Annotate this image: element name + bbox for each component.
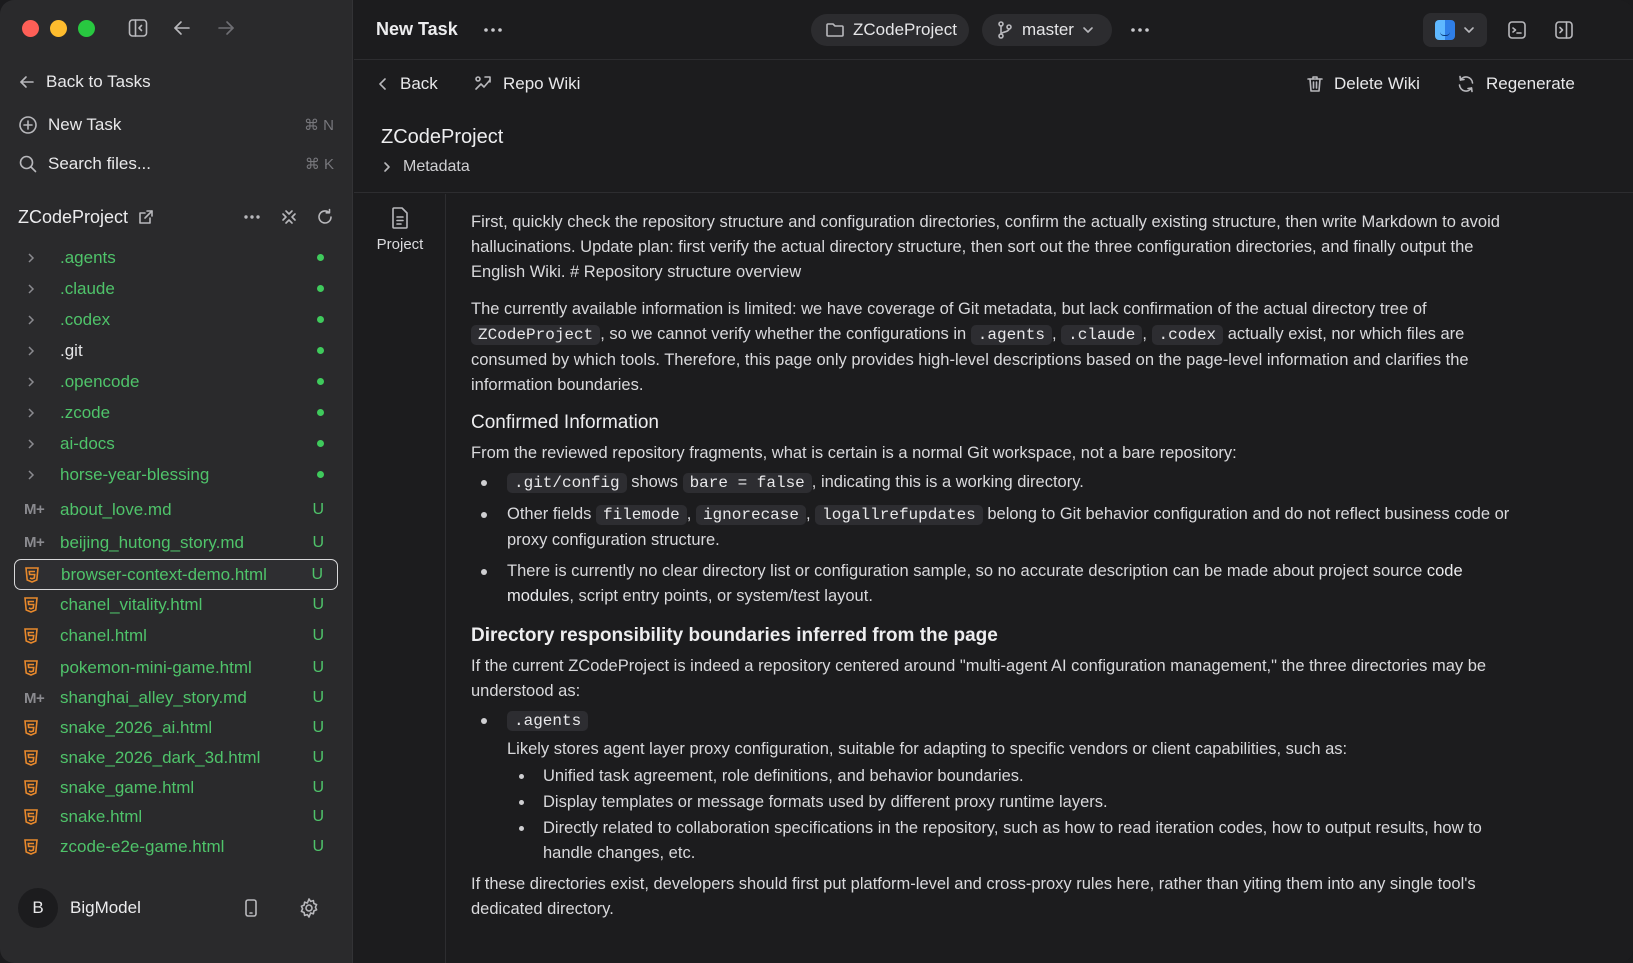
list-item [471,502,1521,553]
inline-code: ZCodeProject [471,325,600,345]
git-status-badge: U [311,565,323,583]
wiki-book-icon [473,74,493,94]
list-item: Directly related to collaboration specifications in the repository, such as how to read iteration codes, how to output results, how to handle changes, etc. [507,816,1521,866]
zoom-window-button[interactable] [78,20,95,37]
closing-paragraph: If these directories exist, developers should first put platform-level and cross-proxy rules here, rather than yiting them into any single tool's dedicated directory. [471,875,1476,918]
tree-folder[interactable] [14,335,338,366]
avatar[interactable]: B [18,888,58,928]
search-shortcut: ⌘ K [304,156,334,173]
agents-description: Likely stores agent layer proxy configuration, suitable for adapting to specific vendors or client capabilities, such as: [507,740,1348,758]
inline-code: .agents [971,325,1052,345]
project-header [18,200,334,234]
tree-file[interactable] [14,743,338,773]
more-icon[interactable] [482,19,504,41]
git-status-badge: U [312,808,324,825]
html5-icon [24,720,60,736]
file-name: pokemon-mini-game.html [60,657,252,677]
tree-folder[interactable] [14,428,338,459]
tree-file[interactable] [14,683,338,713]
arrow-right-icon[interactable] [215,17,237,39]
status-dot [317,471,324,478]
text-span: Other fields [507,505,596,523]
list-item: Unified task agreement, role definitions, and behavior boundaries. [507,764,1521,789]
inline-code: filemode [596,505,687,525]
folder-name: ai-docs [60,433,115,453]
git-status-badge: U [312,533,324,551]
new-task-shortcut: ⌘ N [304,117,334,134]
html5-icon [24,597,60,613]
status-dot [317,440,324,447]
text-span: belong to Git behavior configuration and do not reflect business code or proxy configuration structure. [507,505,1510,549]
refresh-icon [1456,74,1476,94]
text-span: , [1051,325,1062,343]
section-heading: Confirmed Information [471,412,659,433]
search-icon [18,154,38,174]
file-name: zcode-e2e-game.html [60,837,225,856]
git-status-badge: U [312,778,324,796]
intro-paragraph: First, quickly check the repository structure and configuration directories, confirm the actually existing structure, then write Markdown to avoid hallucinations. Update plan: first verify the actual directory structure, then sort out the three configuration directories, and finally output the English Wiki. # Repository structure overview [471,213,1500,281]
emphasis-text: code modules [507,562,1463,605]
new-task-button[interactable] [18,110,334,140]
regenerate-label: Regenerate [1486,74,1575,93]
html5-icon [24,628,60,644]
tree-file[interactable] [14,713,338,743]
open-external-icon[interactable] [138,209,154,225]
user-name: BigModel [70,898,141,917]
markdown-icon: M+ [24,501,45,518]
file-name: snake.html [60,807,143,826]
tree-folder[interactable] [14,304,338,335]
more-icon[interactable] [1129,19,1151,41]
file-name: chanel.html [60,626,147,645]
text-span: The currently available information is limited: we have coverage of Git metadata, but lack confirmation of the actual directory tree of [471,300,1427,318]
tree-folder[interactable] [14,242,338,273]
close-window-button[interactable] [22,20,39,37]
status-dot [317,409,324,416]
status-dot [317,285,324,292]
project-name: ZCodeProject [18,206,129,227]
inline-code: .agents [507,711,588,731]
status-dot [317,378,324,385]
tree-file[interactable] [14,493,338,526]
folder-name: .codex [60,309,111,329]
text-span: , script entry points, or system/test layout. [569,587,873,605]
list-item: Display templates or message formats used by different proxy runtime layers. [507,790,1521,815]
window-controls [22,20,95,37]
inline-code: .codex [1152,325,1224,345]
file-name: about_love.md [60,499,172,519]
inline-code: logallrefupdates [815,505,983,525]
status-dot [317,316,324,323]
search-files-input[interactable] [18,149,334,179]
html5-icon [24,660,60,676]
text-span: , [686,505,696,523]
repo-wiki-label: Repo Wiki [503,74,581,93]
section-heading: Directory responsibility boundaries inferred from the page [471,625,998,646]
back-to-tasks-link[interactable] [18,67,334,97]
git-branch-icon [996,20,1014,40]
tree-file[interactable] [14,526,338,559]
git-status-badge: U [312,596,324,613]
text-span: , [1142,325,1152,343]
terminal-icon[interactable] [1506,19,1528,41]
file-name: browser-context-demo.html [61,564,267,584]
text-span: actually exist, nor which files are consumed by which tools. Therefore, this page only provides high-level descriptions based on the page-level information and clarifies the information boundaries. [471,325,1469,394]
git-status-badge: U [312,689,324,706]
file-tree [14,242,338,862]
inline-code: .claude [1061,325,1142,345]
tree-folder[interactable] [14,459,338,490]
html5-icon [24,839,60,855]
regenerate-button[interactable] [1456,74,1575,94]
status-dot [317,347,324,354]
wiki-header [354,110,1633,193]
list-item [471,708,1521,866]
project-selector-label: ZCodeProject [853,20,957,39]
folder-name: .zcode [60,402,111,422]
chevron-down-icon [1463,24,1475,36]
markdown-icon: M+ [24,689,45,707]
chevron-right-icon [24,468,60,482]
main-panel [354,0,1633,963]
html5-icon [24,809,60,825]
git-status-badge: U [312,627,324,644]
finder-icon [1435,20,1455,40]
text-span: , so we cannot verify whether the configurations in [600,325,971,343]
project-selector[interactable] [811,14,969,46]
list-item [471,470,1521,496]
back-to-tasks-label: Back to Tasks [46,72,151,91]
document-icon [389,206,411,230]
text-span: , indicating this is a working directory. [811,473,1084,491]
inline-code: bare = false [683,473,812,493]
back-button[interactable] [376,74,438,94]
toggle-sidebar-icon[interactable] [127,17,149,39]
project-nav-label: Project [376,236,424,253]
confirmed-list [471,470,1521,609]
chevron-right-icon [24,251,60,265]
tree-file[interactable] [14,802,338,832]
minimize-window-button[interactable] [50,20,67,37]
file-name: beijing_hutong_story.md [60,532,244,552]
chevron-right-icon [24,406,60,420]
tree-file[interactable] [14,590,338,620]
delete-wiki-label: Delete Wiki [1334,74,1420,93]
chevron-right-icon [24,375,60,389]
wiki-nav-rail [354,194,446,963]
delete-wiki-button[interactable] [1306,74,1420,94]
metadata-toggle[interactable] [381,158,470,176]
repo-wiki-tab[interactable] [473,74,580,94]
tree-file[interactable] [14,832,338,862]
git-status-badge: U [312,838,324,855]
folder-name: horse-year-blessing [60,464,210,484]
git-status-badge: U [312,658,324,676]
file-name: snake_game.html [60,777,195,797]
tree-file[interactable] [14,620,338,652]
directory-list [471,708,1521,866]
chevron-right-icon [24,437,60,451]
html5-icon [24,780,60,796]
task-title: New Task [376,19,458,39]
html5-icon [25,567,61,583]
agents-sublist [507,764,1521,866]
chevron-right-icon [24,313,60,327]
git-status-badge: U [312,719,324,736]
phone-icon[interactable] [242,898,260,918]
sidebar [0,0,353,963]
search-files-placeholder: Search files... [48,154,151,173]
file-name: chanel_vitality.html [60,595,203,614]
folder-name: .agents [60,247,116,267]
markdown-icon: M+ [24,534,45,551]
status-dot [317,254,324,261]
branch-label: master [1022,20,1074,39]
file-name: snake_2026_ai.html [60,718,213,737]
chevron-down-icon [1082,24,1094,36]
git-status-badge: U [312,749,324,766]
chevron-right-icon [24,282,60,296]
html5-icon [24,750,60,766]
inline-code: .git/config [507,473,627,493]
new-task-label: New Task [48,115,122,134]
file-name: snake_2026_dark_3d.html [60,748,261,767]
title-bar [354,0,1633,60]
tree-folder[interactable] [14,366,338,397]
tree-file[interactable] [14,652,338,683]
git-status-badge: U [312,500,324,518]
gear-icon[interactable] [298,897,320,919]
folder-name: .claude [60,278,115,298]
arrow-left-icon [18,73,36,91]
arrow-left-icon[interactable] [171,17,193,39]
open-in-finder-button[interactable] [1423,13,1487,47]
tree-folder[interactable] [14,397,338,428]
wiki-content [471,210,1521,934]
sidebar-toolbar [127,17,237,39]
metadata-label: Metadata [403,158,470,175]
inline-code: ignorecase [696,505,806,525]
wiki-toolbar [354,60,1633,110]
refresh-icon[interactable] [316,208,334,226]
tree-file-selected[interactable] [14,559,338,590]
folder-name: .git [60,340,83,360]
file-name: shanghai_alley_story.md [60,688,247,707]
toggle-right-panel-icon[interactable] [1553,19,1575,41]
folder-icon [825,21,845,39]
plus-circle-icon [18,115,38,135]
chevron-left-icon [376,77,390,91]
text-span: , [805,505,816,523]
trash-icon [1306,74,1324,94]
list-item [471,559,1521,609]
more-icon[interactable] [242,207,262,227]
folder-name: .opencode [60,371,140,391]
chevron-right-icon [381,161,393,173]
info-limits-paragraph [471,297,1521,398]
project-nav-item[interactable] [354,206,446,253]
page-title: ZCodeProject [381,126,504,148]
text-span: There is currently no clear directory list or configuration sample, so no accurate description can be made about project source [507,562,1427,580]
chevron-right-icon [24,344,60,358]
branch-selector[interactable] [982,14,1112,46]
back-label: Back [400,74,438,93]
tree-folder[interactable] [14,273,338,304]
boundaries-intro: If the current ZCodeProject is indeed a repository centered around "multi-agent AI configuration management," the three directories may be understood as: [471,657,1487,700]
tree-file[interactable] [14,773,338,802]
user-footer [18,888,334,928]
collapse-all-icon[interactable] [280,208,298,226]
text-span: shows [626,473,683,491]
confirmed-intro: From the reviewed repository fragments, what is certain is a normal Git workspace, not a bare repository: [471,444,1237,462]
